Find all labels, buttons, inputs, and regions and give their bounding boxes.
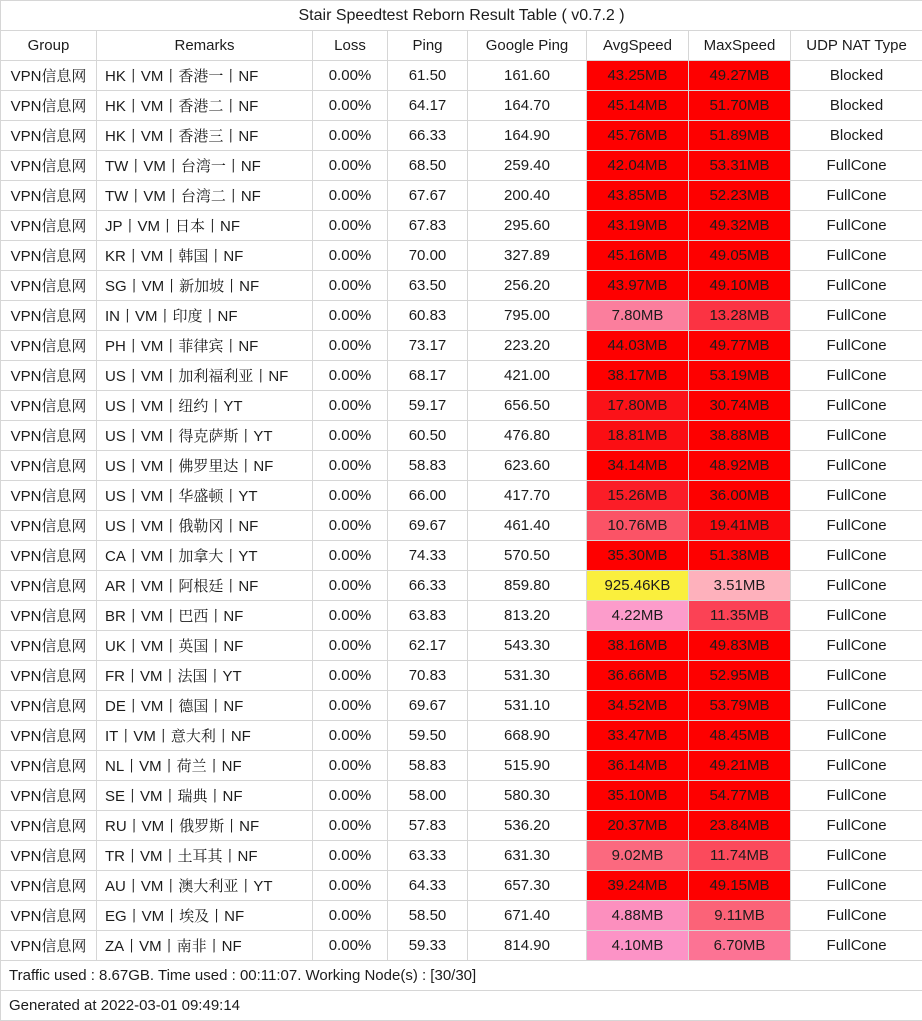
google-ping-cell: 580.30 [468, 781, 587, 811]
maxspeed-cell: 49.15MB [689, 871, 791, 901]
maxspeed-cell: 9.11MB [689, 901, 791, 931]
table-row [1, 361, 922, 391]
google-ping-cell: 223.20 [468, 331, 587, 361]
google-ping-cell: 795.00 [468, 301, 587, 331]
google-ping-cell: 671.40 [468, 901, 587, 931]
table-row [1, 451, 922, 481]
ping-cell: 67.67 [388, 181, 468, 211]
nat-type-cell: FullCone [791, 691, 922, 721]
remarks-cell: HK丨VM丨香港三丨NF [97, 121, 313, 151]
traffic-summary: Traffic used : 8.67GB. Time used : 00:11:07. Working Node(s) : [30/30] [1, 961, 922, 991]
nat-type-cell: FullCone [791, 811, 922, 841]
maxspeed-cell: 51.70MB [689, 91, 791, 121]
table-row [1, 121, 922, 151]
group-cell: VPN信息网 [1, 361, 97, 391]
google-ping-cell: 536.20 [468, 811, 587, 841]
ping-cell: 66.33 [388, 571, 468, 601]
group-cell: VPN信息网 [1, 451, 97, 481]
table-row [1, 241, 922, 271]
nat-type-cell: FullCone [791, 211, 922, 241]
avgspeed-cell: 45.14MB [587, 91, 689, 121]
maxspeed-cell: 30.74MB [689, 391, 791, 421]
group-cell: VPN信息网 [1, 931, 97, 961]
remarks-cell: SG丨VM丨新加坡丨NF [97, 271, 313, 301]
ping-cell: 66.33 [388, 121, 468, 151]
loss-cell: 0.00% [313, 61, 388, 91]
loss-cell: 0.00% [313, 661, 388, 691]
ping-cell: 61.50 [388, 61, 468, 91]
nat-type-cell: FullCone [791, 901, 922, 931]
maxspeed-cell: 51.89MB [689, 121, 791, 151]
maxspeed-cell: 52.95MB [689, 661, 791, 691]
remarks-cell: ZA丨VM丨南非丨NF [97, 931, 313, 961]
nat-type-cell: Blocked [791, 121, 922, 151]
maxspeed-cell: 11.74MB [689, 841, 791, 871]
google-ping-cell: 256.20 [468, 271, 587, 301]
avgspeed-cell: 33.47MB [587, 721, 689, 751]
maxspeed-cell: 53.19MB [689, 361, 791, 391]
group-cell: VPN信息网 [1, 781, 97, 811]
maxspeed-cell: 54.77MB [689, 781, 791, 811]
maxspeed-cell: 36.00MB [689, 481, 791, 511]
table-row [1, 721, 922, 751]
nat-type-cell: FullCone [791, 511, 922, 541]
avgspeed-cell: 18.81MB [587, 421, 689, 451]
generated-timestamp: Generated at 2022-03-01 09:49:14 [1, 991, 922, 1021]
ping-cell: 67.83 [388, 211, 468, 241]
ping-cell: 60.50 [388, 421, 468, 451]
maxspeed-cell: 48.92MB [689, 451, 791, 481]
nat-type-cell: Blocked [791, 91, 922, 121]
maxspeed-cell: 48.45MB [689, 721, 791, 751]
maxspeed-cell: 51.38MB [689, 541, 791, 571]
table-row [1, 631, 922, 661]
avgspeed-cell: 7.80MB [587, 301, 689, 331]
group-cell: VPN信息网 [1, 661, 97, 691]
ping-cell: 58.83 [388, 451, 468, 481]
remarks-cell: IN丨VM丨印度丨NF [97, 301, 313, 331]
remarks-cell: IT丨VM丨意大利丨NF [97, 721, 313, 751]
nat-type-cell: FullCone [791, 661, 922, 691]
ping-cell: 74.33 [388, 541, 468, 571]
footer-generated-row [1, 991, 922, 1021]
ping-cell: 68.50 [388, 151, 468, 181]
group-cell: VPN信息网 [1, 721, 97, 751]
ping-cell: 63.33 [388, 841, 468, 871]
google-ping-cell: 200.40 [468, 181, 587, 211]
avgspeed-cell: 4.22MB [587, 601, 689, 631]
group-cell: VPN信息网 [1, 691, 97, 721]
loss-cell: 0.00% [313, 811, 388, 841]
table-row [1, 601, 922, 631]
title-row [1, 1, 922, 31]
google-ping-cell: 570.50 [468, 541, 587, 571]
avgspeed-cell: 38.16MB [587, 631, 689, 661]
avgspeed-cell: 36.14MB [587, 751, 689, 781]
column-header-loss: Loss [313, 31, 388, 61]
remarks-cell: AU丨VM丨澳大利亚丨YT [97, 871, 313, 901]
google-ping-cell: 461.40 [468, 511, 587, 541]
group-cell: VPN信息网 [1, 481, 97, 511]
ping-cell: 70.83 [388, 661, 468, 691]
google-ping-cell: 657.30 [468, 871, 587, 901]
avgspeed-cell: 35.30MB [587, 541, 689, 571]
column-header-group: Group [1, 31, 97, 61]
loss-cell: 0.00% [313, 241, 388, 271]
maxspeed-cell: 49.05MB [689, 241, 791, 271]
nat-type-cell: FullCone [791, 481, 922, 511]
loss-cell: 0.00% [313, 691, 388, 721]
remarks-cell: PH丨VM丨菲律宾丨NF [97, 331, 313, 361]
table-row [1, 511, 922, 541]
group-cell: VPN信息网 [1, 901, 97, 931]
nat-type-cell: FullCone [791, 181, 922, 211]
loss-cell: 0.00% [313, 721, 388, 751]
ping-cell: 63.83 [388, 601, 468, 631]
nat-type-cell: FullCone [791, 301, 922, 331]
avgspeed-cell: 34.14MB [587, 451, 689, 481]
group-cell: VPN信息网 [1, 811, 97, 841]
google-ping-cell: 656.50 [468, 391, 587, 421]
google-ping-cell: 543.30 [468, 631, 587, 661]
avgspeed-cell: 45.76MB [587, 121, 689, 151]
google-ping-cell: 515.90 [468, 751, 587, 781]
remarks-cell: RU丨VM丨俄罗斯丨NF [97, 811, 313, 841]
google-ping-cell: 161.60 [468, 61, 587, 91]
remarks-cell: US丨VM丨加利福利亚丨NF [97, 361, 313, 391]
avgspeed-cell: 4.10MB [587, 931, 689, 961]
google-ping-cell: 164.90 [468, 121, 587, 151]
column-header-avgspeed: AvgSpeed [587, 31, 689, 61]
column-header-maxspeed: MaxSpeed [689, 31, 791, 61]
nat-type-cell: FullCone [791, 391, 922, 421]
table-row [1, 181, 922, 211]
nat-type-cell: FullCone [791, 751, 922, 781]
group-cell: VPN信息网 [1, 331, 97, 361]
table-row [1, 271, 922, 301]
table-row [1, 661, 922, 691]
ping-cell: 69.67 [388, 691, 468, 721]
group-cell: VPN信息网 [1, 61, 97, 91]
group-cell: VPN信息网 [1, 301, 97, 331]
remarks-cell: AR丨VM丨阿根廷丨NF [97, 571, 313, 601]
nat-type-cell: FullCone [791, 931, 922, 961]
maxspeed-cell: 49.83MB [689, 631, 791, 661]
avgspeed-cell: 15.26MB [587, 481, 689, 511]
group-cell: VPN信息网 [1, 631, 97, 661]
group-cell: VPN信息网 [1, 601, 97, 631]
ping-cell: 59.33 [388, 931, 468, 961]
remarks-cell: JP丨VM丨日本丨NF [97, 211, 313, 241]
nat-type-cell: FullCone [791, 241, 922, 271]
group-cell: VPN信息网 [1, 151, 97, 181]
column-header-udp-nat-type: UDP NAT Type [791, 31, 922, 61]
table-row [1, 61, 922, 91]
group-cell: VPN信息网 [1, 391, 97, 421]
table-row [1, 691, 922, 721]
remarks-cell: EG丨VM丨埃及丨NF [97, 901, 313, 931]
maxspeed-cell: 11.35MB [689, 601, 791, 631]
ping-cell: 64.17 [388, 91, 468, 121]
ping-cell: 73.17 [388, 331, 468, 361]
avgspeed-cell: 10.76MB [587, 511, 689, 541]
group-cell: VPN信息网 [1, 571, 97, 601]
nat-type-cell: FullCone [791, 601, 922, 631]
group-cell: VPN信息网 [1, 181, 97, 211]
maxspeed-cell: 52.23MB [689, 181, 791, 211]
avgspeed-cell: 43.97MB [587, 271, 689, 301]
header-row [1, 31, 922, 61]
loss-cell: 0.00% [313, 571, 388, 601]
nat-type-cell: Blocked [791, 61, 922, 91]
remarks-cell: DE丨VM丨德国丨NF [97, 691, 313, 721]
table-row [1, 541, 922, 571]
page-title: Stair Speedtest Reborn Result Table ( v0.7.2 ) [1, 1, 922, 31]
loss-cell: 0.00% [313, 421, 388, 451]
table-row [1, 421, 922, 451]
nat-type-cell: FullCone [791, 421, 922, 451]
group-cell: VPN信息网 [1, 121, 97, 151]
google-ping-cell: 476.80 [468, 421, 587, 451]
remarks-cell: SE丨VM丨瑞典丨NF [97, 781, 313, 811]
avgspeed-cell: 34.52MB [587, 691, 689, 721]
remarks-cell: HK丨VM丨香港二丨NF [97, 91, 313, 121]
remarks-cell: CA丨VM丨加拿大丨YT [97, 541, 313, 571]
table-row [1, 211, 922, 241]
nat-type-cell: FullCone [791, 151, 922, 181]
table-row [1, 331, 922, 361]
remarks-cell: US丨VM丨俄勒冈丨NF [97, 511, 313, 541]
nat-type-cell: FullCone [791, 571, 922, 601]
loss-cell: 0.00% [313, 331, 388, 361]
remarks-cell: US丨VM丨佛罗里达丨NF [97, 451, 313, 481]
ping-cell: 58.00 [388, 781, 468, 811]
loss-cell: 0.00% [313, 901, 388, 931]
loss-cell: 0.00% [313, 91, 388, 121]
remarks-cell: TR丨VM丨土耳其丨NF [97, 841, 313, 871]
remarks-cell: TW丨VM丨台湾二丨NF [97, 181, 313, 211]
nat-type-cell: FullCone [791, 631, 922, 661]
maxspeed-cell: 3.51MB [689, 571, 791, 601]
table-row [1, 91, 922, 121]
table-row [1, 391, 922, 421]
nat-type-cell: FullCone [791, 721, 922, 751]
loss-cell: 0.00% [313, 751, 388, 781]
avgspeed-cell: 36.66MB [587, 661, 689, 691]
maxspeed-cell: 19.41MB [689, 511, 791, 541]
google-ping-cell: 813.20 [468, 601, 587, 631]
remarks-cell: FR丨VM丨法国丨YT [97, 661, 313, 691]
table-row [1, 811, 922, 841]
avgspeed-cell: 38.17MB [587, 361, 689, 391]
ping-cell: 58.83 [388, 751, 468, 781]
loss-cell: 0.00% [313, 391, 388, 421]
ping-cell: 59.50 [388, 721, 468, 751]
google-ping-cell: 421.00 [468, 361, 587, 391]
avgspeed-cell: 42.04MB [587, 151, 689, 181]
maxspeed-cell: 53.31MB [689, 151, 791, 181]
group-cell: VPN信息网 [1, 751, 97, 781]
maxspeed-cell: 13.28MB [689, 301, 791, 331]
group-cell: VPN信息网 [1, 841, 97, 871]
table-row [1, 301, 922, 331]
ping-cell: 69.67 [388, 511, 468, 541]
group-cell: VPN信息网 [1, 271, 97, 301]
avgspeed-cell: 43.19MB [587, 211, 689, 241]
table-row [1, 571, 922, 601]
maxspeed-cell: 49.32MB [689, 211, 791, 241]
table-row [1, 781, 922, 811]
google-ping-cell: 295.60 [468, 211, 587, 241]
maxspeed-cell: 23.84MB [689, 811, 791, 841]
remarks-cell: TW丨VM丨台湾一丨NF [97, 151, 313, 181]
google-ping-cell: 531.10 [468, 691, 587, 721]
table-row [1, 751, 922, 781]
footer-summary-row [1, 961, 922, 991]
group-cell: VPN信息网 [1, 211, 97, 241]
avgspeed-cell: 43.25MB [587, 61, 689, 91]
maxspeed-cell: 49.77MB [689, 331, 791, 361]
ping-cell: 59.17 [388, 391, 468, 421]
loss-cell: 0.00% [313, 841, 388, 871]
group-cell: VPN信息网 [1, 511, 97, 541]
maxspeed-cell: 6.70MB [689, 931, 791, 961]
remarks-cell: UK丨VM丨英国丨NF [97, 631, 313, 661]
google-ping-cell: 668.90 [468, 721, 587, 751]
group-cell: VPN信息网 [1, 541, 97, 571]
column-header-remarks: Remarks [97, 31, 313, 61]
nat-type-cell: FullCone [791, 871, 922, 901]
avgspeed-cell: 45.16MB [587, 241, 689, 271]
google-ping-cell: 164.70 [468, 91, 587, 121]
loss-cell: 0.00% [313, 181, 388, 211]
remarks-cell: HK丨VM丨香港一丨NF [97, 61, 313, 91]
avgspeed-cell: 9.02MB [587, 841, 689, 871]
loss-cell: 0.00% [313, 511, 388, 541]
ping-cell: 58.50 [388, 901, 468, 931]
nat-type-cell: FullCone [791, 361, 922, 391]
group-cell: VPN信息网 [1, 241, 97, 271]
loss-cell: 0.00% [313, 451, 388, 481]
maxspeed-cell: 49.27MB [689, 61, 791, 91]
table-row [1, 931, 922, 961]
maxspeed-cell: 38.88MB [689, 421, 791, 451]
nat-type-cell: FullCone [791, 271, 922, 301]
loss-cell: 0.00% [313, 541, 388, 571]
google-ping-cell: 623.60 [468, 451, 587, 481]
loss-cell: 0.00% [313, 931, 388, 961]
group-cell: VPN信息网 [1, 421, 97, 451]
ping-cell: 68.17 [388, 361, 468, 391]
avgspeed-cell: 43.85MB [587, 181, 689, 211]
loss-cell: 0.00% [313, 271, 388, 301]
loss-cell: 0.00% [313, 781, 388, 811]
remarks-cell: US丨VM丨华盛顿丨YT [97, 481, 313, 511]
nat-type-cell: FullCone [791, 781, 922, 811]
maxspeed-cell: 49.21MB [689, 751, 791, 781]
group-cell: VPN信息网 [1, 871, 97, 901]
loss-cell: 0.00% [313, 121, 388, 151]
loss-cell: 0.00% [313, 211, 388, 241]
remarks-cell: BR丨VM丨巴西丨NF [97, 601, 313, 631]
table-row [1, 901, 922, 931]
remarks-cell: US丨VM丨纽约丨YT [97, 391, 313, 421]
maxspeed-cell: 53.79MB [689, 691, 791, 721]
loss-cell: 0.00% [313, 151, 388, 181]
loss-cell: 0.00% [313, 631, 388, 661]
nat-type-cell: FullCone [791, 331, 922, 361]
remarks-cell: NL丨VM丨荷兰丨NF [97, 751, 313, 781]
column-header-ping: Ping [388, 31, 468, 61]
ping-cell: 60.83 [388, 301, 468, 331]
remarks-cell: KR丨VM丨韩国丨NF [97, 241, 313, 271]
avgspeed-cell: 39.24MB [587, 871, 689, 901]
google-ping-cell: 531.30 [468, 661, 587, 691]
avgspeed-cell: 925.46KB [587, 571, 689, 601]
avgspeed-cell: 44.03MB [587, 331, 689, 361]
avgspeed-cell: 35.10MB [587, 781, 689, 811]
loss-cell: 0.00% [313, 301, 388, 331]
column-header-google-ping: Google Ping [468, 31, 587, 61]
ping-cell: 64.33 [388, 871, 468, 901]
table-row [1, 841, 922, 871]
avgspeed-cell: 4.88MB [587, 901, 689, 931]
google-ping-cell: 259.40 [468, 151, 587, 181]
maxspeed-cell: 49.10MB [689, 271, 791, 301]
avgspeed-cell: 20.37MB [587, 811, 689, 841]
avgspeed-cell: 17.80MB [587, 391, 689, 421]
ping-cell: 63.50 [388, 271, 468, 301]
ping-cell: 70.00 [388, 241, 468, 271]
table-row [1, 481, 922, 511]
loss-cell: 0.00% [313, 601, 388, 631]
ping-cell: 66.00 [388, 481, 468, 511]
remarks-cell: US丨VM丨得克萨斯丨YT [97, 421, 313, 451]
ping-cell: 57.83 [388, 811, 468, 841]
nat-type-cell: FullCone [791, 451, 922, 481]
ping-cell: 62.17 [388, 631, 468, 661]
group-cell: VPN信息网 [1, 91, 97, 121]
google-ping-cell: 631.30 [468, 841, 587, 871]
nat-type-cell: FullCone [791, 841, 922, 871]
table-row [1, 871, 922, 901]
loss-cell: 0.00% [313, 481, 388, 511]
loss-cell: 0.00% [313, 871, 388, 901]
loss-cell: 0.00% [313, 361, 388, 391]
nat-type-cell: FullCone [791, 541, 922, 571]
google-ping-cell: 327.89 [468, 241, 587, 271]
table-row [1, 151, 922, 181]
google-ping-cell: 859.80 [468, 571, 587, 601]
google-ping-cell: 417.70 [468, 481, 587, 511]
google-ping-cell: 814.90 [468, 931, 587, 961]
